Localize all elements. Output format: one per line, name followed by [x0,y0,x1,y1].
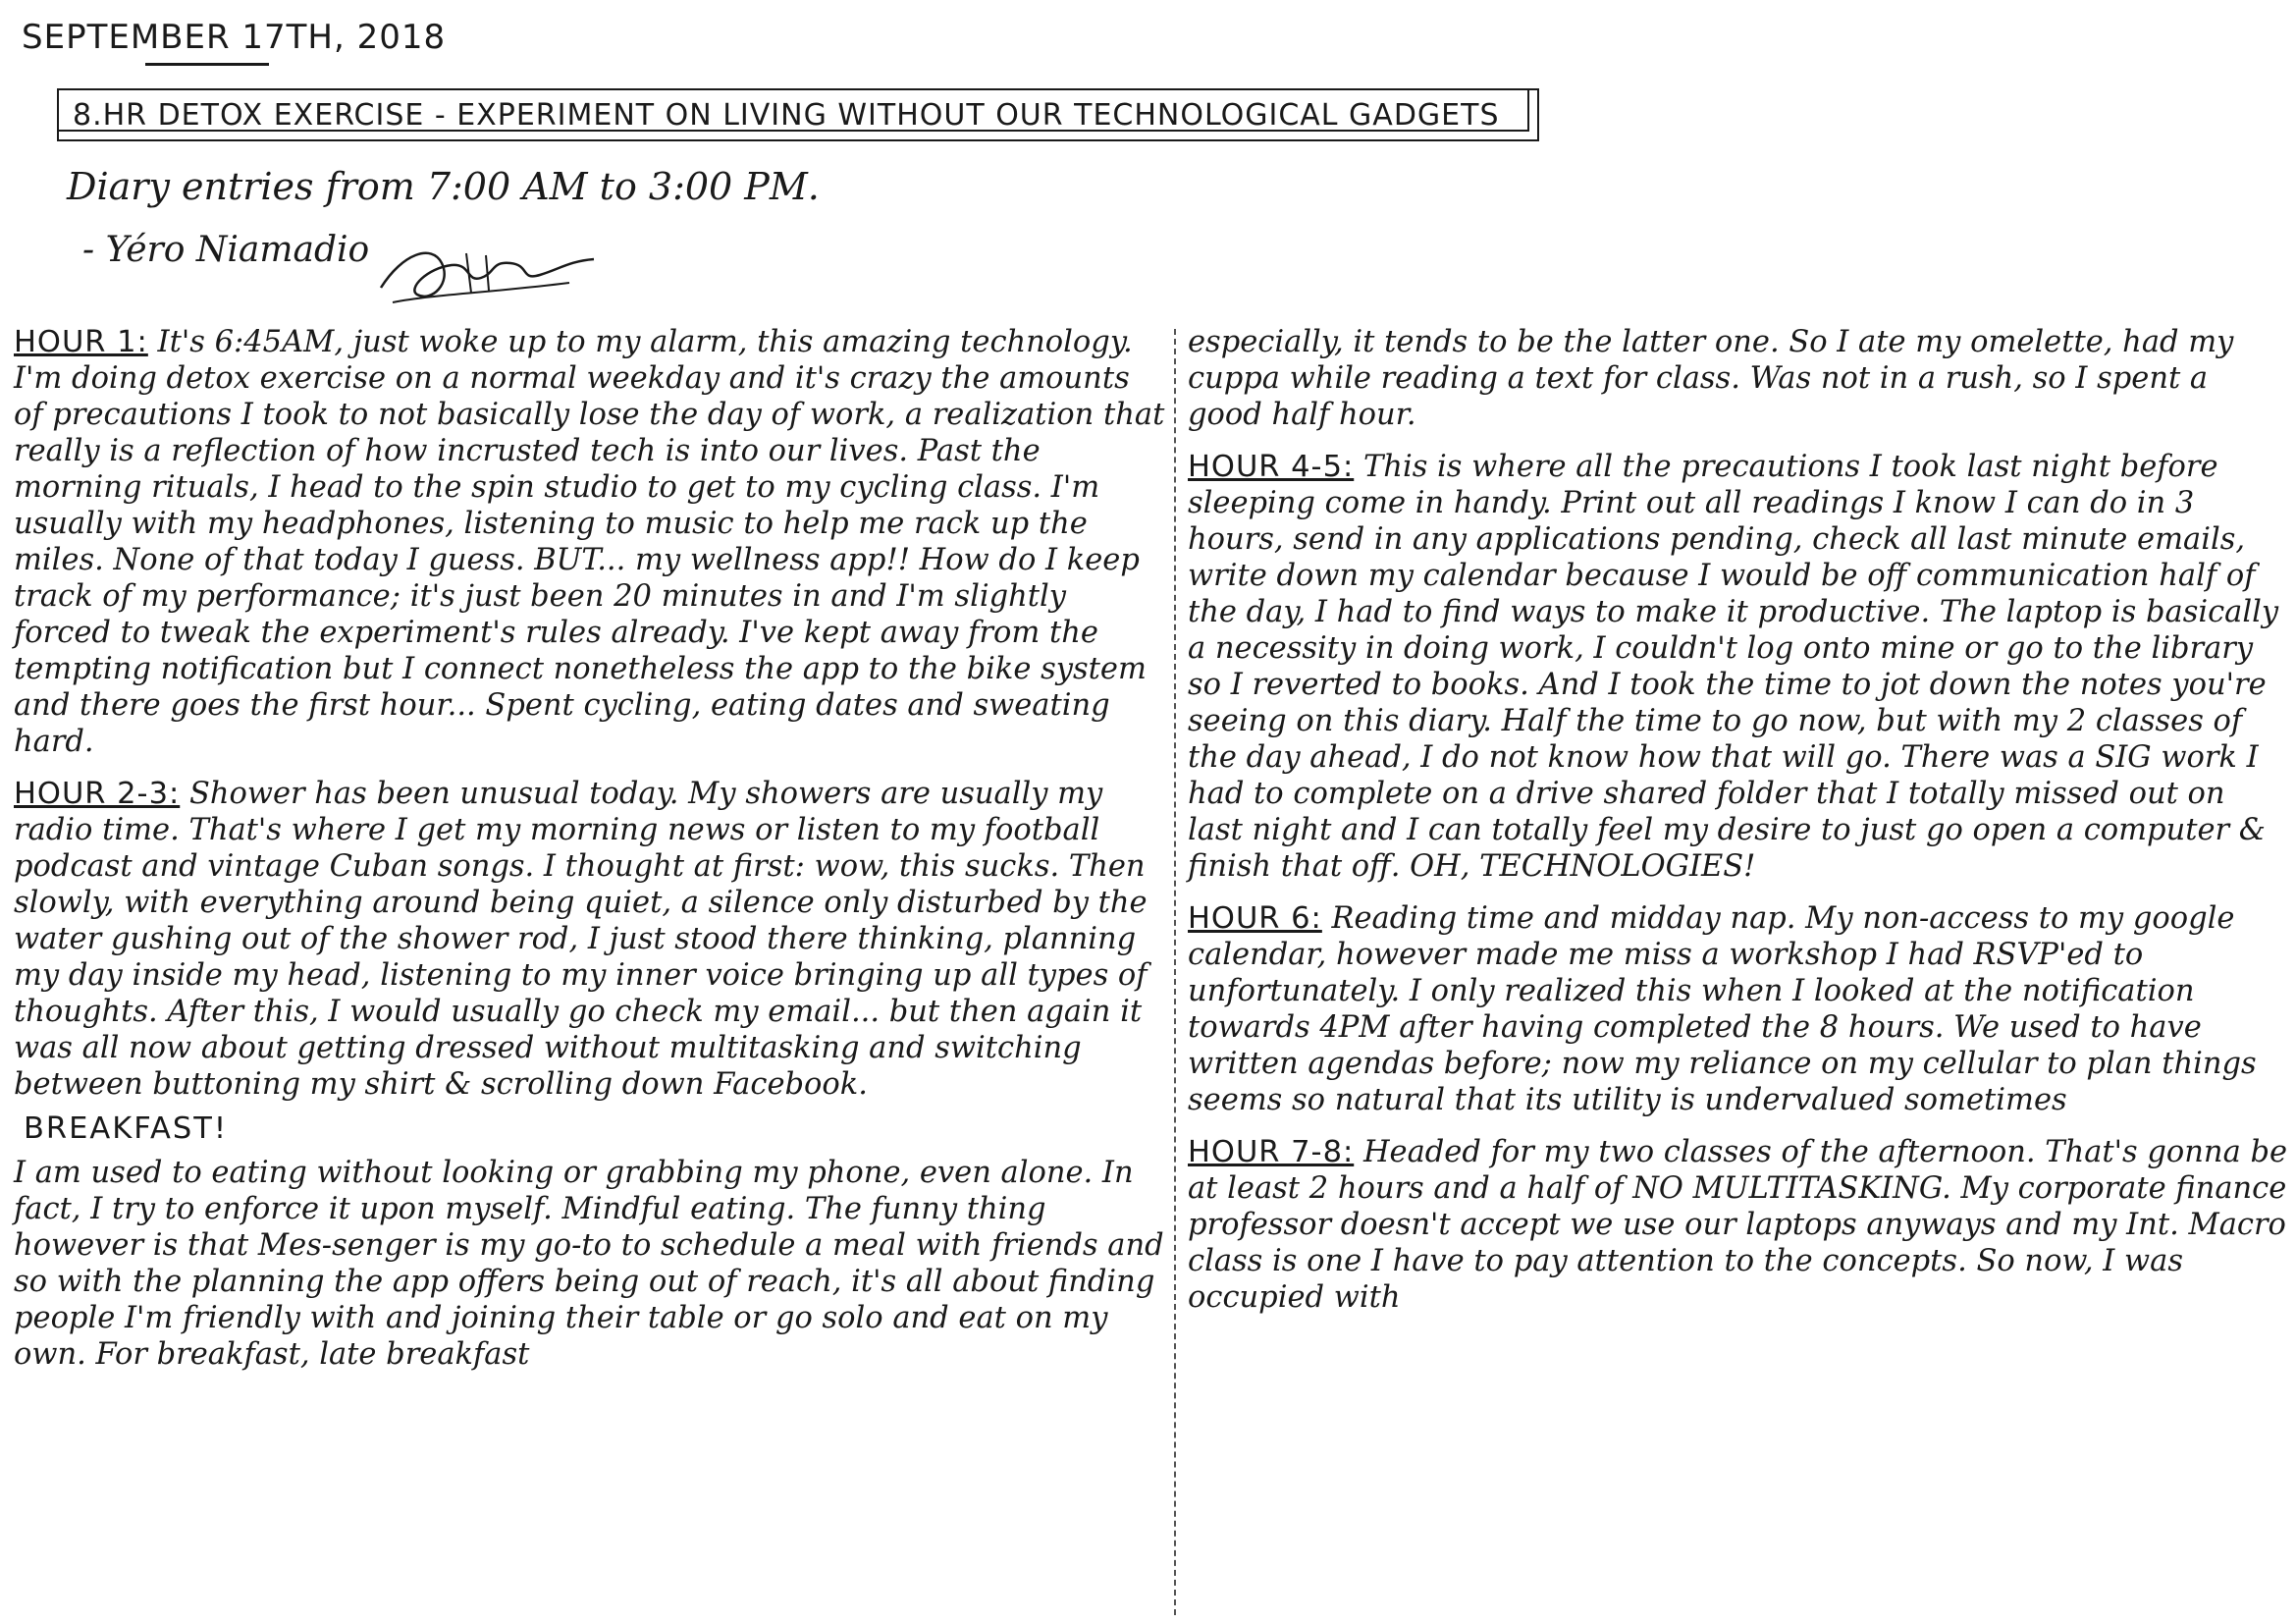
hour6-text: Reading time and midday nap. My non-access to my google calendar, however made me miss a workshop I had RSVP'ed to unfortunately. I only realized this when I looked at the notification towards 4PM after having completed the 8 hours. We used to have written agendas before; now my reliance on my cellular to plan things seems so natural that its utility is undervalued sometimes [1188,901,2257,1117]
right-column [1188,324,2289,1316]
spacer [1188,1118,2289,1134]
hour23-entry [14,776,1167,1103]
breakfast-text: I am used to eating without looking or grabbing my phone, even alone. In fact, I try to enforce it upon myself. Mindful eating. The funny thing however is that Mes-senger is my go-to to schedule a meal with friends and so with the planning the app offers being out of reach, it's all about finding people I'm friendly with and joining their table or go solo and eat on my own. For breakfast, late breakfast [14,1156,1164,1372]
diary-date: SEPTEMBER 17TH, 2018 [22,18,447,57]
date-underline [145,63,269,66]
hour78-heading: HOUR 7-8: [1188,1135,1355,1169]
column-divider [1174,329,1176,1615]
continuation-text: especially, it tends to be the latter one. So I ate my omelette, had my cuppa while reading a text for class. Was not in a rush, so I spent a good half hour. [1188,325,2234,432]
hour6-heading: HOUR 6: [1188,901,1322,936]
diary-subtitle: Diary entries from 7:00 AM to 3:00 PM. [67,165,820,208]
breakfast-heading: BREAKFAST! [24,1111,229,1146]
hour45-entry [1188,449,2289,885]
hour1-heading: HOUR 1: [14,325,148,359]
hour45-text: This is where all the precautions I took last night before sleeping come in handy. Print out all readings I know I can do in 3 hours, send in any applications pending, check all last minute emails, write down my calendar because I would be off communication half of the day, I had to find ways to make it productive. The laptop is basically a necessity in doing work, I couldn't log onto mine or go to the library so I reverted to books. And I took the time to jot down the notes you're seeing on this diary. Half the time to go now, but with my 2 classes of the day ahead, I do not know how that will go. There was a SIG work I had to complete on a drive shared folder that I totally missed out on last night and I can totally feel my desire to just go open a computer & finish that off. OH, TECHNOLOGIES! [1188,450,2279,884]
signature-icon [373,234,599,312]
diary-title: 8.HR DETOX EXERCISE - EXPERIMENT ON LIVING WITHOUT OUR TECHNOLOGICAL GADGETS [57,88,1539,141]
hour23-heading: HOUR 2-3: [14,777,181,811]
author-name: - Yéro Niamadio [82,230,370,270]
hour78-entry [1188,1134,2289,1316]
spacer [14,760,1167,776]
spacer [1188,885,2289,900]
hour78-text: Headed for my two classes of the afternoon. That's gonna be at least 2 hours and a half of NO MULTITASKING. My corporate finance professor doesn't accept we use our laptops anyways and my Int. Macro class is one I have to pay attention to the concepts. So now, I was occupied with [1188,1135,2288,1315]
hour1-entry [14,324,1167,760]
hour6-entry [1188,900,2289,1118]
hour45-heading: HOUR 4-5: [1188,450,1355,484]
hour1-text: It's 6:45AM, just woke up to my alarm, this amazing technology. I'm doing detox exercise on a normal weekday and it's crazy the amounts of precautions I took to not basically lose the day of work, a realization that really is a reflection of how incrusted tech is into our lives. Past the morning rituals, I head to the spin studio to get to my cycling class. I'm usually with my headphones, listening to music to help me rack up the miles. None of that today I guess. BUT... my wellness app!! How do I keep track of my performance; it's just been 20 minutes in and I'm slightly forced to tweak the experiment's rules already. I've kept away from the tempting notification but I connect nonetheless the app to the bike system and there goes the first hour... Spent cycling, eating dates and sweating hard. [14,325,1165,759]
hour23-text: Shower has been unusual today. My showers are usually my radio time. That's where I get my morning news or listen to my football podcast and vintage Cuban songs. I thought at first: wow, this sucks. Then slowly, with everything around being quiet, a silence only disturbed by the water gushing out of the shower rod, I just stood there thinking, planning my day inside my head, listening to my inner voice bringing up all types of thoughts. After this, I would usually go check my email... but then again it was all now about getting dressed without multitasking and switching between buttoning my shirt & scrolling down Facebook. [14,777,1148,1102]
spacer [1188,433,2289,449]
left-column [14,324,1167,1373]
